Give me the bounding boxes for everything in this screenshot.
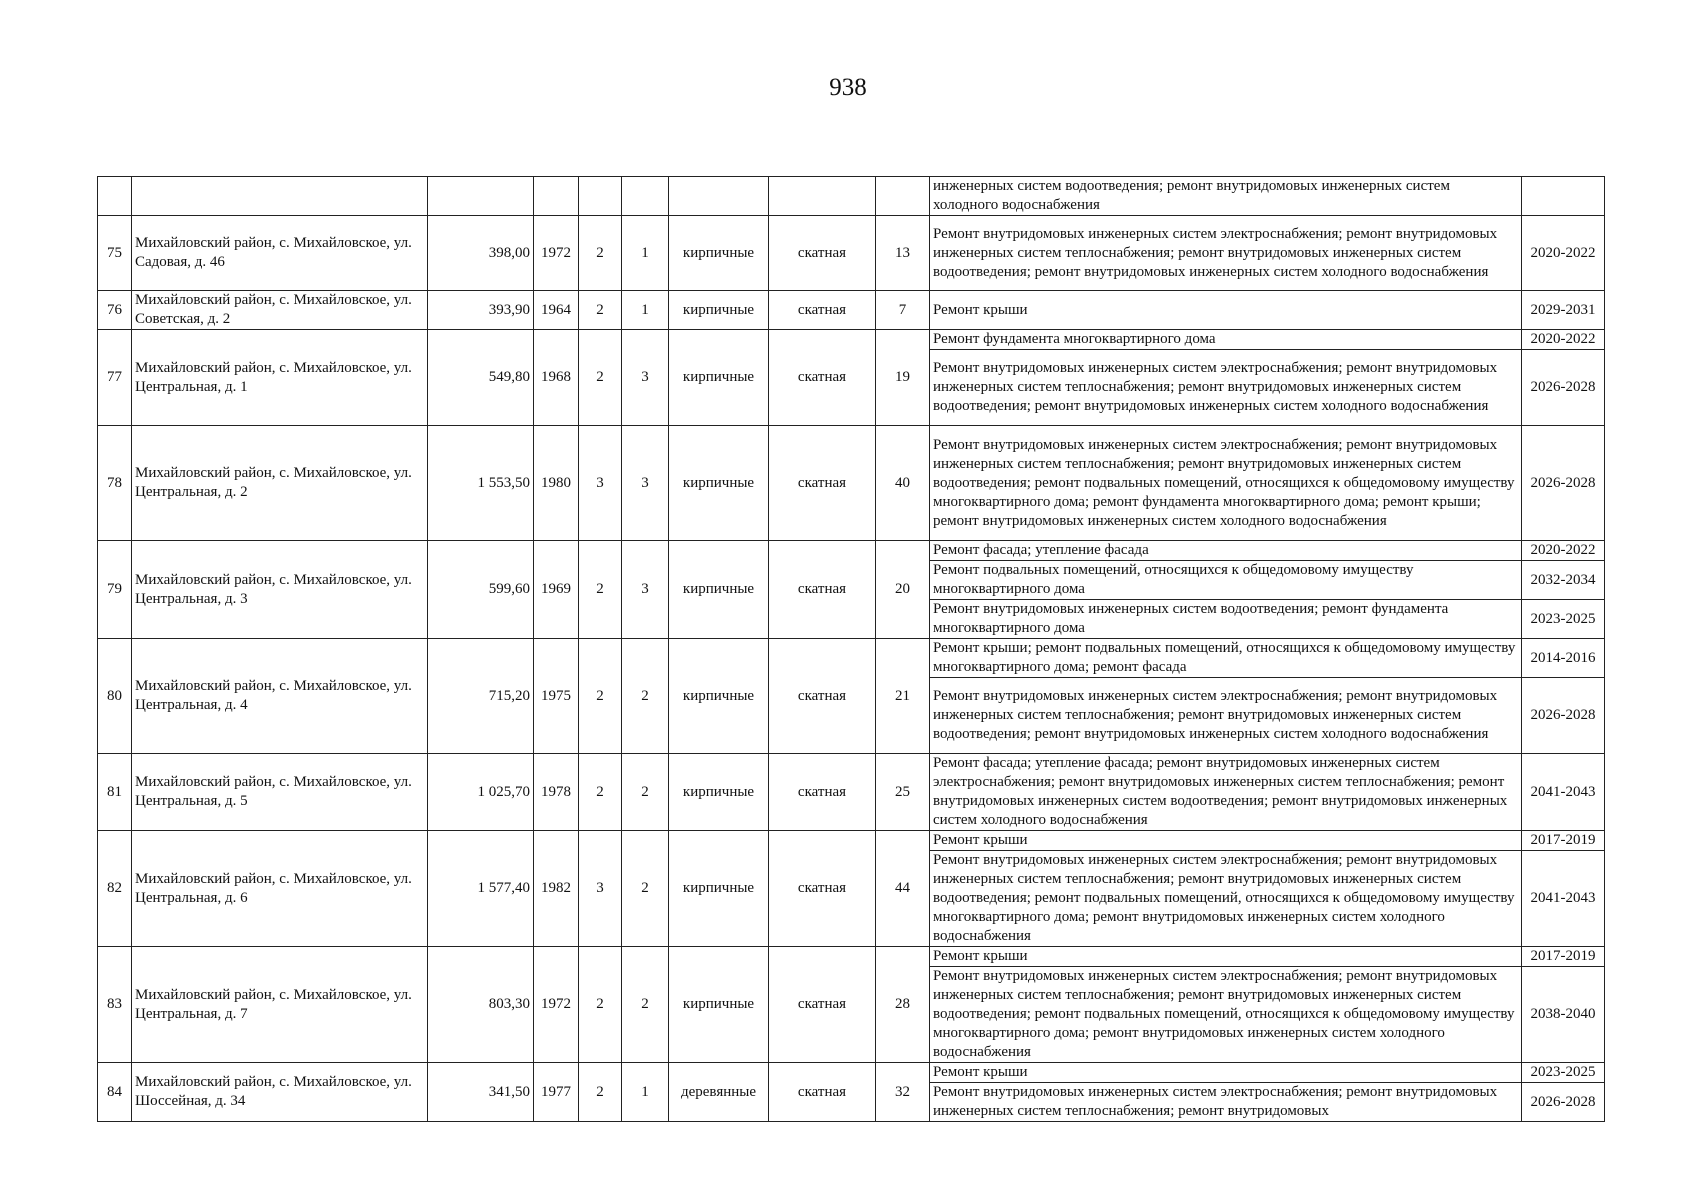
house-address: Михайловский район, с. Михайловское, ул. Шоссейная, д. 34 xyxy=(132,1063,428,1122)
entrances-count: 3 xyxy=(622,426,669,541)
wall-material: кирпичные xyxy=(669,541,769,639)
repair-period: 2017-2019 xyxy=(1522,831,1605,851)
wear-percent xyxy=(876,177,930,216)
table-row xyxy=(98,541,1605,561)
table-row xyxy=(98,1063,1605,1083)
total-area: 1 025,70 xyxy=(428,754,534,831)
row-number xyxy=(98,177,132,216)
year-built: 1969 xyxy=(534,541,579,639)
repair-works: Ремонт фасада; утепление фасада; ремонт внутридомовых инженерных систем электроснабжения; ремонт внутридомовых инженерных систем теплоснабжения; ремонт внутридомовых инженерных систем водоотведения; ремонт внутридомовых инженерных систем холодного водоснабжения xyxy=(930,754,1522,831)
table-body xyxy=(98,177,1605,1122)
total-area: 1 553,50 xyxy=(428,426,534,541)
wall-material: кирпичные xyxy=(669,330,769,426)
wear-percent: 32 xyxy=(876,1063,930,1122)
total-area: 715,20 xyxy=(428,639,534,754)
floors-count: 3 xyxy=(579,831,622,947)
wall-material: кирпичные xyxy=(669,639,769,754)
repair-works: Ремонт крыши xyxy=(930,291,1522,330)
floors-count: 2 xyxy=(579,754,622,831)
entrances-count: 1 xyxy=(622,216,669,291)
repair-period: 2041-2043 xyxy=(1522,754,1605,831)
repair-period: 2014-2016 xyxy=(1522,639,1605,678)
row-number: 82 xyxy=(98,831,132,947)
wear-percent: 19 xyxy=(876,330,930,426)
floors-count: 2 xyxy=(579,541,622,639)
repair-works: Ремонт внутридомовых инженерных систем электроснабжения; ремонт внутридомовых инженерных систем теплоснабжения; ремонт внутридомовых инженерных систем водоотведения; ремонт внутридомовых инженерных систем холодного водоснабжения xyxy=(930,678,1522,754)
total-area: 549,80 xyxy=(428,330,534,426)
repair-period: 2017-2019 xyxy=(1522,947,1605,967)
house-address xyxy=(132,177,428,216)
roof-type xyxy=(769,177,876,216)
repair-period: 2026-2028 xyxy=(1522,678,1605,754)
house-address: Михайловский район, с. Михайловское, ул. Центральная, д. 6 xyxy=(132,831,428,947)
wear-percent: 44 xyxy=(876,831,930,947)
year-built: 1975 xyxy=(534,639,579,754)
total-area: 393,90 xyxy=(428,291,534,330)
total-area: 803,30 xyxy=(428,947,534,1063)
house-address: Михайловский район, с. Михайловское, ул. Центральная, д. 1 xyxy=(132,330,428,426)
table-row xyxy=(98,426,1605,541)
floors-count: 3 xyxy=(579,426,622,541)
wall-material: деревянные xyxy=(669,1063,769,1122)
repair-period: 2026-2028 xyxy=(1522,1083,1605,1122)
house-address: Михайловский район, с. Михайловское, ул. Центральная, д. 3 xyxy=(132,541,428,639)
house-address: Михайловский район, с. Михайловское, ул. Садовая, д. 46 xyxy=(132,216,428,291)
row-number: 80 xyxy=(98,639,132,754)
repair-works: Ремонт крыши xyxy=(930,1063,1522,1083)
entrances-count: 2 xyxy=(622,639,669,754)
repair-period xyxy=(1522,177,1605,216)
entrances-count: 2 xyxy=(622,947,669,1063)
page-number: 938 xyxy=(829,74,867,101)
total-area xyxy=(428,177,534,216)
repair-period: 2038-2040 xyxy=(1522,967,1605,1063)
repair-works: Ремонт фасада; утепление фасада xyxy=(930,541,1522,561)
year-built: 1982 xyxy=(534,831,579,947)
row-number: 84 xyxy=(98,1063,132,1122)
floors-count xyxy=(579,177,622,216)
repair-period: 2020-2022 xyxy=(1522,216,1605,291)
floors-count: 2 xyxy=(579,330,622,426)
wall-material: кирпичные xyxy=(669,216,769,291)
wear-percent: 21 xyxy=(876,639,930,754)
repair-works: инженерных систем водоотведения; ремонт внутридомовых инженерных систем холодного водоснабжения xyxy=(930,177,1522,216)
table-row xyxy=(98,754,1605,831)
entrances-count: 2 xyxy=(622,831,669,947)
repair-works: Ремонт подвальных помещений, относящихся к общедомовому имуществу многоквартирного дома xyxy=(930,561,1522,600)
table-row xyxy=(98,216,1605,291)
roof-type: скатная xyxy=(769,426,876,541)
year-built: 1977 xyxy=(534,1063,579,1122)
roof-type: скатная xyxy=(769,330,876,426)
repair-works: Ремонт внутридомовых инженерных систем электроснабжения; ремонт внутридомовых инженерных систем теплоснабжения; ремонт внутридомовых инженерных систем водоотведения; ремонт внутридомовых инженерных систем холодного водоснабжения xyxy=(930,216,1522,291)
repair-period: 2020-2022 xyxy=(1522,330,1605,350)
house-address: Михайловский район, с. Михайловское, ул. Советская, д. 2 xyxy=(132,291,428,330)
row-number: 77 xyxy=(98,330,132,426)
repair-works: Ремонт крыши xyxy=(930,831,1522,851)
repair-works: Ремонт фундамента многоквартирного дома xyxy=(930,330,1522,350)
table-row xyxy=(98,947,1605,967)
roof-type: скатная xyxy=(769,291,876,330)
year-built: 1972 xyxy=(534,216,579,291)
floors-count: 2 xyxy=(579,639,622,754)
floors-count: 2 xyxy=(579,291,622,330)
row-number: 81 xyxy=(98,754,132,831)
table-row xyxy=(98,330,1605,350)
table-row xyxy=(98,831,1605,851)
row-number: 75 xyxy=(98,216,132,291)
row-number: 79 xyxy=(98,541,132,639)
total-area: 1 577,40 xyxy=(428,831,534,947)
repair-period: 2041-2043 xyxy=(1522,851,1605,947)
floors-count: 2 xyxy=(579,1063,622,1122)
year-built: 1980 xyxy=(534,426,579,541)
entrances-count xyxy=(622,177,669,216)
wear-percent: 25 xyxy=(876,754,930,831)
roof-type: скатная xyxy=(769,831,876,947)
roof-type: скатная xyxy=(769,541,876,639)
roof-type: скатная xyxy=(769,754,876,831)
year-built: 1978 xyxy=(534,754,579,831)
year-built: 1964 xyxy=(534,291,579,330)
row-number: 83 xyxy=(98,947,132,1063)
floors-count: 2 xyxy=(579,216,622,291)
wall-material: кирпичные xyxy=(669,291,769,330)
wear-percent: 7 xyxy=(876,291,930,330)
house-address: Михайловский район, с. Михайловское, ул. Центральная, д. 5 xyxy=(132,754,428,831)
wall-material: кирпичные xyxy=(669,831,769,947)
year-built: 1972 xyxy=(534,947,579,1063)
year-built xyxy=(534,177,579,216)
table-row xyxy=(98,177,1605,216)
roof-type: скатная xyxy=(769,216,876,291)
repair-period: 2026-2028 xyxy=(1522,350,1605,426)
roof-type: скатная xyxy=(769,947,876,1063)
table-row xyxy=(98,639,1605,678)
wear-percent: 13 xyxy=(876,216,930,291)
roof-type: скатная xyxy=(769,1063,876,1122)
wall-material: кирпичные xyxy=(669,947,769,1063)
repair-period: 2026-2028 xyxy=(1522,426,1605,541)
repair-works: Ремонт внутридомовых инженерных систем водоотведения; ремонт фундамента многоквартирного дома xyxy=(930,600,1522,639)
entrances-count: 1 xyxy=(622,1063,669,1122)
housing-repair-table xyxy=(97,176,1605,1122)
repair-works: Ремонт крыши; ремонт подвальных помещений, относящихся к общедомовому имуществу многоквартирного дома; ремонт фасада xyxy=(930,639,1522,678)
house-address: Михайловский район, с. Михайловское, ул. Центральная, д. 2 xyxy=(132,426,428,541)
repair-works: Ремонт внутридомовых инженерных систем электроснабжения; ремонт внутридомовых инженерных систем теплоснабжения; ремонт внутридомовых инженерных систем водоотведения; ремонт подвальных помещений, относящихся к общедомовому имуществу многоквартирного дома; ремонт фундамента многоквартирного дома; ремонт крыши; ремонт внутридомовых инженерных систем холодного водоснабжения xyxy=(930,426,1522,541)
wear-percent: 28 xyxy=(876,947,930,1063)
wall-material xyxy=(669,177,769,216)
repair-works: Ремонт внутридомовых инженерных систем электроснабжения; ремонт внутридомовых инженерных систем теплоснабжения; ремонт внутридомовых xyxy=(930,1083,1522,1122)
house-address: Михайловский район, с. Михайловское, ул. Центральная, д. 4 xyxy=(132,639,428,754)
entrances-count: 2 xyxy=(622,754,669,831)
wall-material: кирпичные xyxy=(669,426,769,541)
repair-period: 2023-2025 xyxy=(1522,600,1605,639)
year-built: 1968 xyxy=(534,330,579,426)
total-area: 599,60 xyxy=(428,541,534,639)
roof-type: скатная xyxy=(769,639,876,754)
repair-works: Ремонт внутридомовых инженерных систем электроснабжения; ремонт внутридомовых инженерных систем теплоснабжения; ремонт внутридомовых инженерных систем водоотведения; ремонт подвальных помещений, относящихся к общедомовому имуществу многоквартирного дома; ремонт внутридомовых инженерных систем холодного водоснабжения xyxy=(930,851,1522,947)
wall-material: кирпичные xyxy=(669,754,769,831)
total-area: 341,50 xyxy=(428,1063,534,1122)
repair-period: 2029-2031 xyxy=(1522,291,1605,330)
repair-period: 2032-2034 xyxy=(1522,561,1605,600)
entrances-count: 3 xyxy=(622,541,669,639)
row-number: 78 xyxy=(98,426,132,541)
table-row xyxy=(98,291,1605,330)
house-address: Михайловский район, с. Михайловское, ул. Центральная, д. 7 xyxy=(132,947,428,1063)
wear-percent: 20 xyxy=(876,541,930,639)
repair-works: Ремонт крыши xyxy=(930,947,1522,967)
repair-works: Ремонт внутридомовых инженерных систем электроснабжения; ремонт внутридомовых инженерных систем теплоснабжения; ремонт внутридомовых инженерных систем водоотведения; ремонт подвальных помещений, относящихся к общедомовому имуществу многоквартирного дома; ремонт внутридомовых инженерных систем холодного водоснабжения xyxy=(930,967,1522,1063)
entrances-count: 1 xyxy=(622,291,669,330)
repair-period: 2020-2022 xyxy=(1522,541,1605,561)
total-area: 398,00 xyxy=(428,216,534,291)
floors-count: 2 xyxy=(579,947,622,1063)
row-number: 76 xyxy=(98,291,132,330)
repair-period: 2023-2025 xyxy=(1522,1063,1605,1083)
repair-works: Ремонт внутридомовых инженерных систем электроснабжения; ремонт внутридомовых инженерных систем теплоснабжения; ремонт внутридомовых инженерных систем водоотведения; ремонт внутридомовых инженерных систем холодного водоснабжения xyxy=(930,350,1522,426)
entrances-count: 3 xyxy=(622,330,669,426)
wear-percent: 40 xyxy=(876,426,930,541)
